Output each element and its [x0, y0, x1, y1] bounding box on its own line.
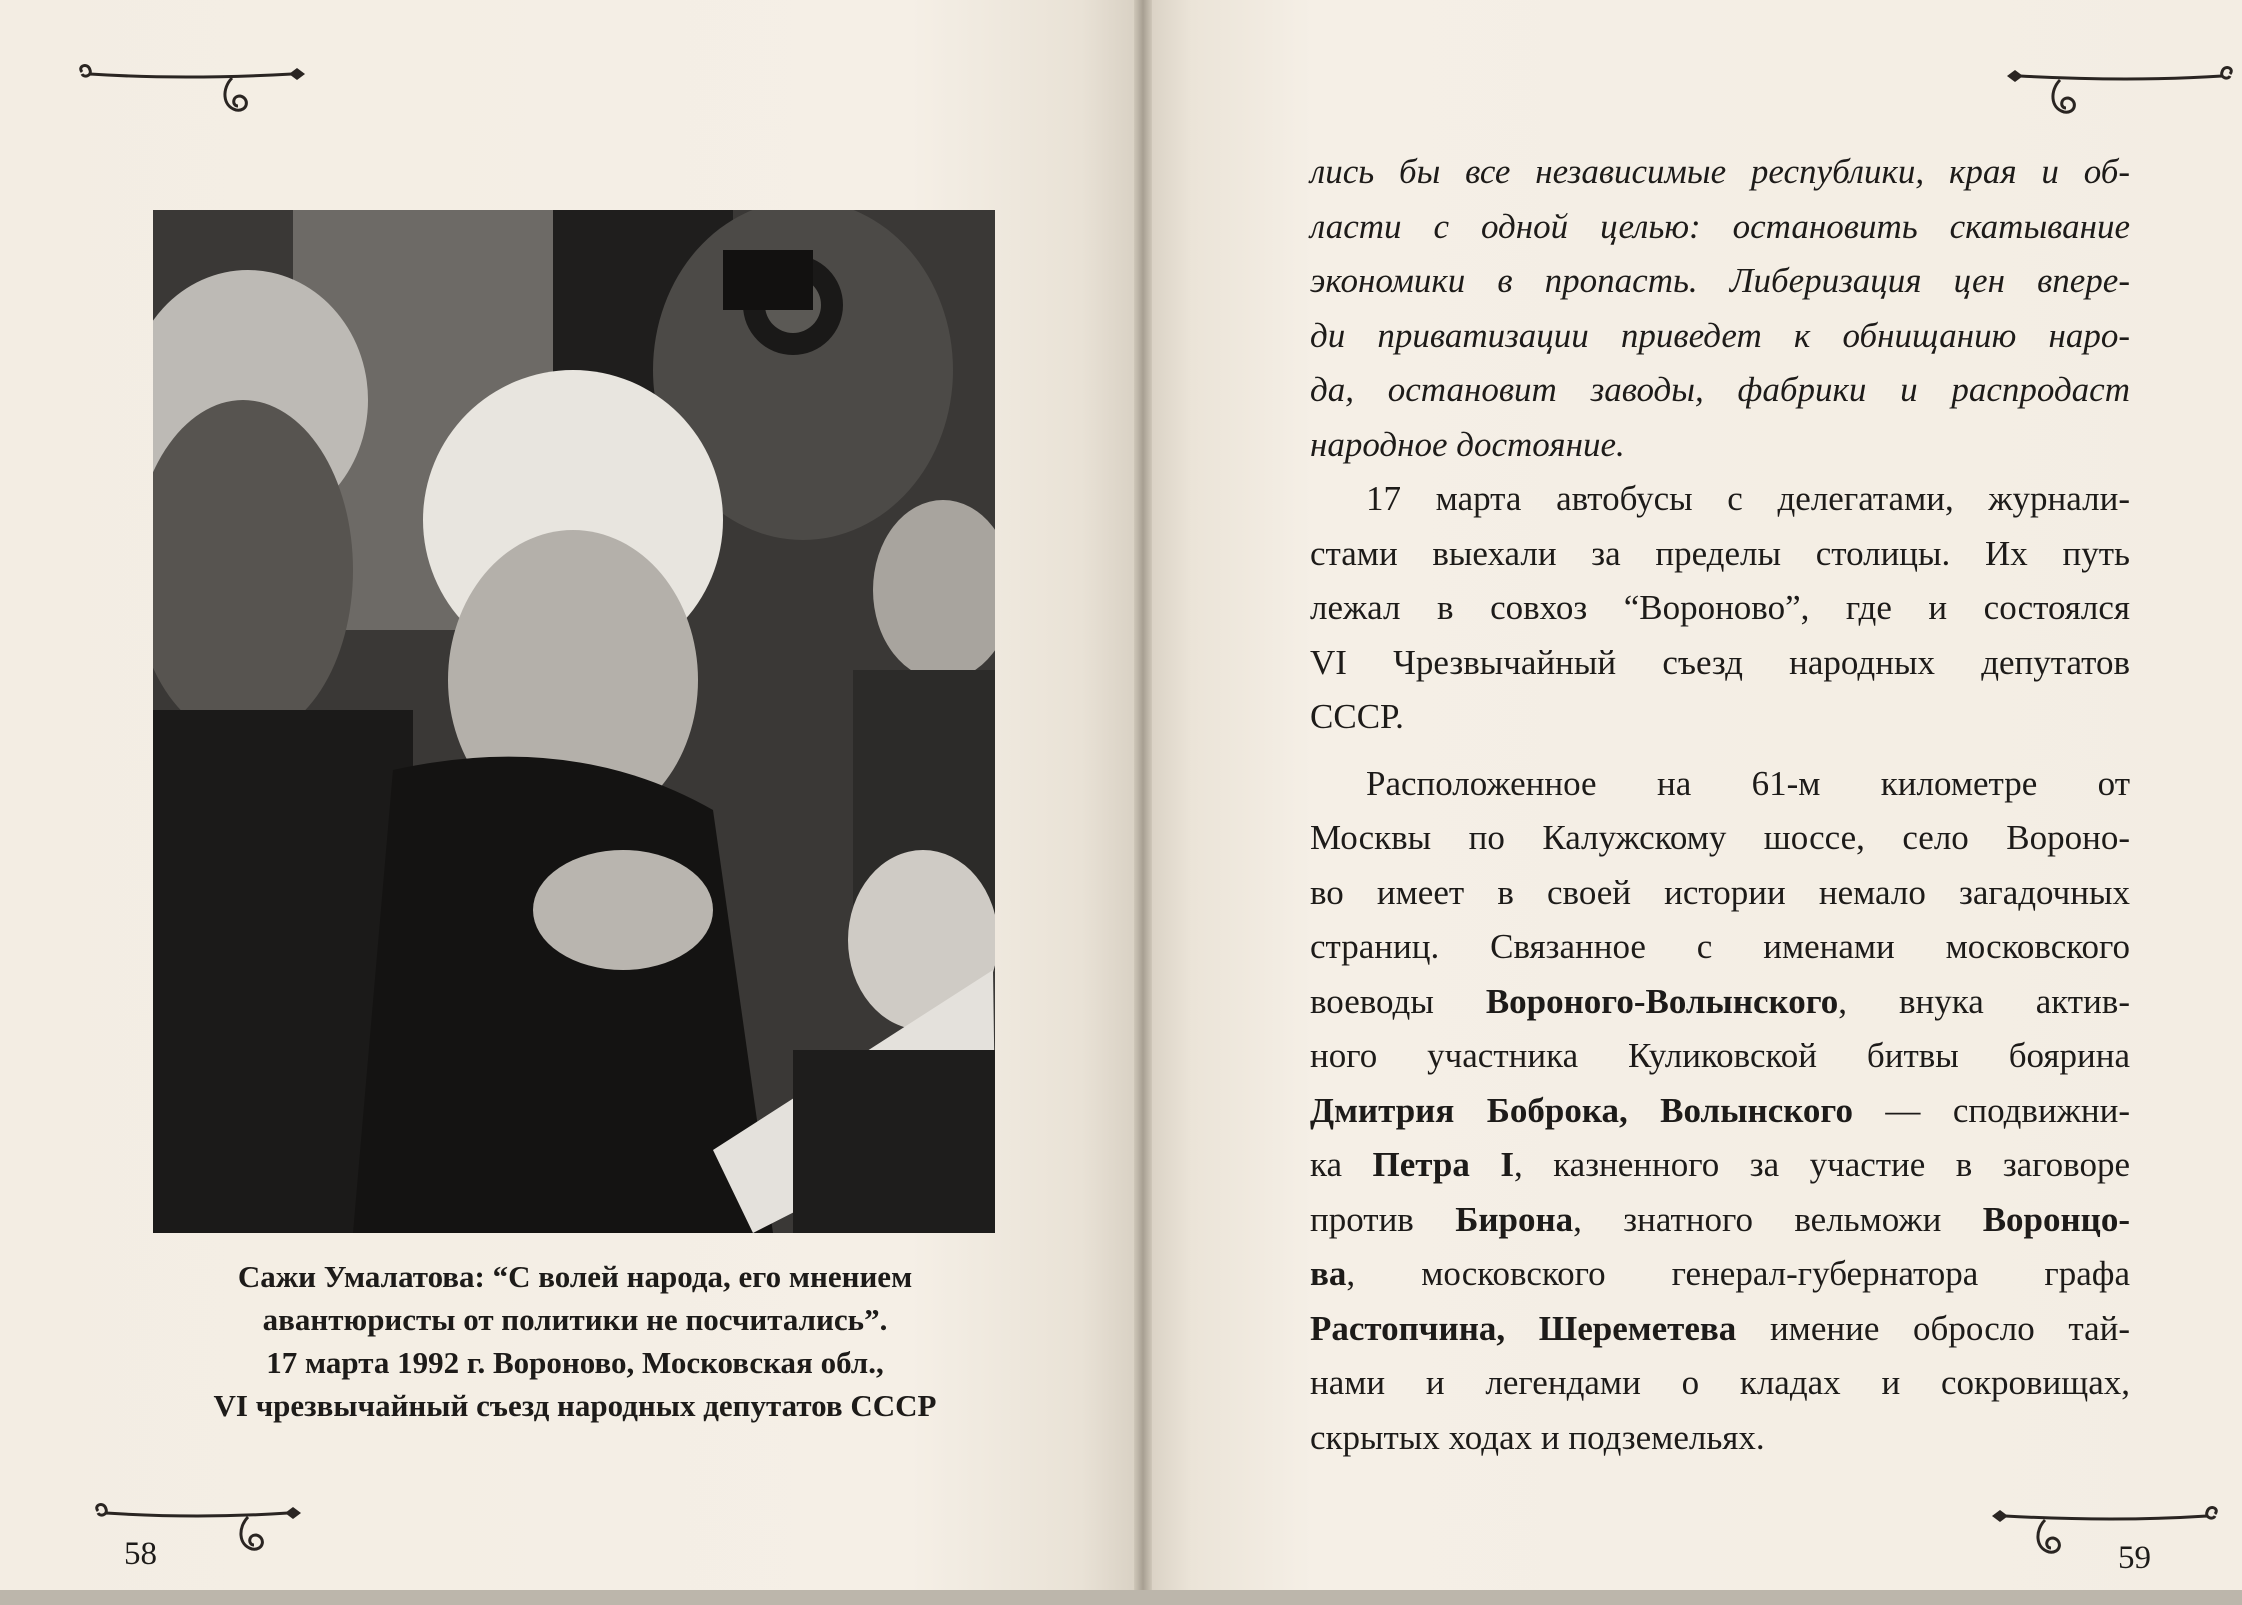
caption-line: 17 марта 1992 г. Вороново, Московская обл.,	[266, 1345, 884, 1380]
flourish-ornament-icon	[2000, 62, 2240, 132]
historical-photo	[153, 210, 995, 1233]
paragraph-line: Москвы по Калужскому шоссе, село Вороно-	[1310, 818, 2130, 857]
paragraph-line: Дмитрия Боброка, Волынского — сподвижни-	[1310, 1090, 2130, 1130]
book-gutter	[1134, 0, 1152, 1590]
paragraph-line: Растопчина, Шереметева имение обросло тай-	[1310, 1308, 2131, 1348]
paragraph-line: лежал в совхоз “Вороново”, где и состоялся	[1310, 588, 2130, 627]
paragraph-line: СССР.	[1310, 697, 1404, 736]
page-number-left: 58	[124, 1536, 157, 1572]
photo-caption	[130, 1255, 1020, 1427]
paragraph-line: ного участника Куликовской битвы боярина	[1310, 1036, 2130, 1075]
paragraph-line: VI Чрезвычайный съезд народных депутатов	[1310, 642, 2130, 682]
bold-name: Растопчина, Шереметева	[1310, 1308, 1737, 1348]
caption-line: VI чрезвычайный съезд народных депутатов СССР	[213, 1388, 937, 1423]
flourish-ornament-icon	[72, 58, 312, 128]
quote-line: ди приватизации приведет к обнищанию наро-	[1310, 315, 2130, 355]
paragraph-line: страниц. Связанное с именами московского	[1310, 927, 2130, 966]
quote-line: народное достояние.	[1310, 424, 1625, 464]
bold-name: Вороного-Волынского	[1485, 981, 1839, 1021]
page-number-right: 59	[2118, 1540, 2151, 1576]
bold-name: ва	[1310, 1254, 1347, 1293]
paragraph-line: воеводы Вороного-Волынского, внука актив-	[1310, 981, 2130, 1021]
bold-name: Петра I	[1372, 1145, 1514, 1184]
quote-line: экономики в пропасть. Либеризация цен впере-	[1310, 261, 2130, 300]
paragraph-line: во имеет в своей истории немало загадочных	[1310, 872, 2130, 912]
quote-line: лись бы все независимые республики, края и об-	[1310, 152, 2130, 191]
quote-line: да, остановит заводы, фабрики и распродаст	[1310, 370, 2130, 409]
paragraph-line: скрытых ходах и подземельях.	[1310, 1417, 1765, 1457]
bold-name: Бирона	[1455, 1199, 1574, 1239]
body-text	[1310, 145, 2130, 1465]
page-bottom-edge	[0, 1590, 2242, 1605]
paragraph-line: ва, московского генерал-губернатора графа	[1310, 1254, 2130, 1293]
paragraph-line: против Бирона, знатного вельможи Воронцо-	[1310, 1199, 2130, 1239]
quote-line: ласти с одной целью: остановить скатывание	[1310, 206, 2130, 246]
paragraph-line: Расположенное на 61-м километре от	[1366, 763, 2130, 803]
paragraph-line: нами и легендами о кладах и сокровищах,	[1310, 1363, 2130, 1402]
bold-name: Дмитрия Боброка, Волынского	[1310, 1090, 1853, 1130]
bold-name: Воронцо-	[1982, 1199, 2130, 1239]
flourish-ornament-icon	[1985, 1502, 2225, 1572]
caption-line: авантюристы от политики не посчитались”.	[262, 1302, 888, 1337]
paragraph-line: ка Петра I, казненного за участие в заговоре	[1310, 1145, 2130, 1184]
paragraph-line: стами выехали за пределы столицы. Их путь	[1310, 533, 2130, 573]
caption-line: Сажи Умалатова: “С волей народа, его мнением	[237, 1259, 913, 1294]
paragraph-line: 17 марта автобусы с делегатами, журнали-	[1366, 479, 2130, 518]
